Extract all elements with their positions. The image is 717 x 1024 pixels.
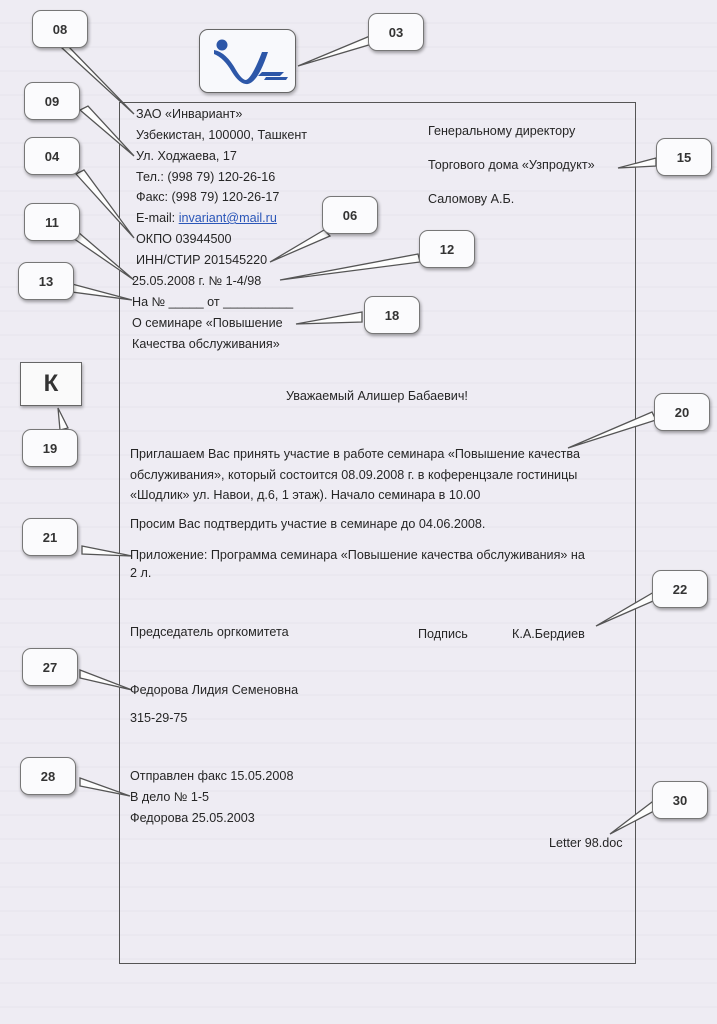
callout-badge-21: 21	[22, 518, 78, 556]
addressee-line-2: Торгового дома «Узпродукт»	[428, 158, 595, 172]
callout-badge-03: 03	[368, 13, 424, 51]
email-label: E-mail:	[136, 211, 179, 225]
signer-name: К.А.Бердиев	[512, 627, 585, 641]
callout-badge-15: 15	[656, 138, 712, 176]
executor-phone: 315-29-75	[130, 711, 188, 725]
callout-badge-18: 18	[364, 296, 420, 334]
callout-badge-11: 11	[24, 203, 80, 241]
executor-name: Федорова Лидия Семеновна	[130, 683, 299, 697]
callout-badge-04: 04	[24, 137, 80, 175]
reply-reference: На № _____ от __________	[132, 295, 294, 309]
note-file: В дело № 1-5	[130, 790, 210, 804]
callout-badge-22: 22	[652, 570, 708, 608]
sender-phone: Тел.: (998 79) 120-26-16	[136, 170, 276, 184]
callout-badge-09: 09	[24, 82, 80, 120]
note-fax-sent: Отправлен факс 15.05.2008	[130, 769, 294, 783]
sender-email-line	[136, 211, 277, 226]
sender-company: ЗАО «Инвариант»	[136, 107, 243, 121]
sender-street: Ул. Ходжаева, 17	[136, 149, 237, 163]
callout-badge-27: 27	[22, 648, 78, 686]
sender-fax: Факс: (998 79) 120-26-17	[136, 190, 280, 204]
subject-line-2: Качества обслуживания»	[132, 337, 280, 351]
addressee-line-3: Саломову А.Б.	[428, 192, 515, 206]
body-para2: Просим Вас подтвердить участие в семинаре до 04.06.2008.	[130, 517, 486, 531]
callout-badge-12: 12	[419, 230, 475, 268]
callout-badge-20: 20	[654, 393, 710, 431]
callout-badge-28: 28	[20, 757, 76, 795]
email-link[interactable]: invariant@mail.ru	[178, 211, 277, 225]
body-para1-line1: Приглашаем Вас принять участие в работе семинара «Повышение качества	[130, 447, 580, 461]
file-name: Letter 98.doc	[549, 836, 623, 850]
addressee-line-1: Генеральному директору	[428, 124, 576, 138]
sender-city: Узбекистан, 100000, Ташкент	[136, 128, 308, 142]
greeting: Уважаемый Алишер Бабаевич!	[286, 389, 468, 403]
callout-badge-08: 08	[32, 10, 88, 48]
letter-date-number: 25.05.2008 г. № 1-4/98	[132, 274, 262, 288]
attachment-line-2: 2 л.	[130, 566, 152, 580]
sender-inn: ИНН/СТИР 201545220	[136, 253, 268, 267]
signer-position: Председатель оргкомитета	[130, 625, 289, 639]
note-by: Федорова 25.05.2003	[130, 811, 255, 825]
callout-badge-06: 06	[322, 196, 378, 234]
callout-badge-30: 30	[652, 781, 708, 819]
subject-line-1: О семинаре «Повышение	[132, 316, 283, 330]
stamp-k-icon: К	[20, 362, 82, 406]
body-para1-line2: обслуживания», который состоится 08.09.2008 г. в коференцзале гостиницы	[130, 468, 578, 482]
sender-okpo: ОКПО 03944500	[136, 232, 232, 246]
callout-badge-19: 19	[22, 429, 78, 467]
body-para1-line3: «Шодлик» ул. Навои, д.6, 1 этаж). Начало семинара в 10.00	[130, 488, 481, 502]
signature-placeholder: Подпись	[418, 627, 468, 641]
attachment-line-1: Приложение: Программа семинара «Повышение качества обслуживания» на	[130, 548, 585, 562]
callout-badge-13: 13	[18, 262, 74, 300]
